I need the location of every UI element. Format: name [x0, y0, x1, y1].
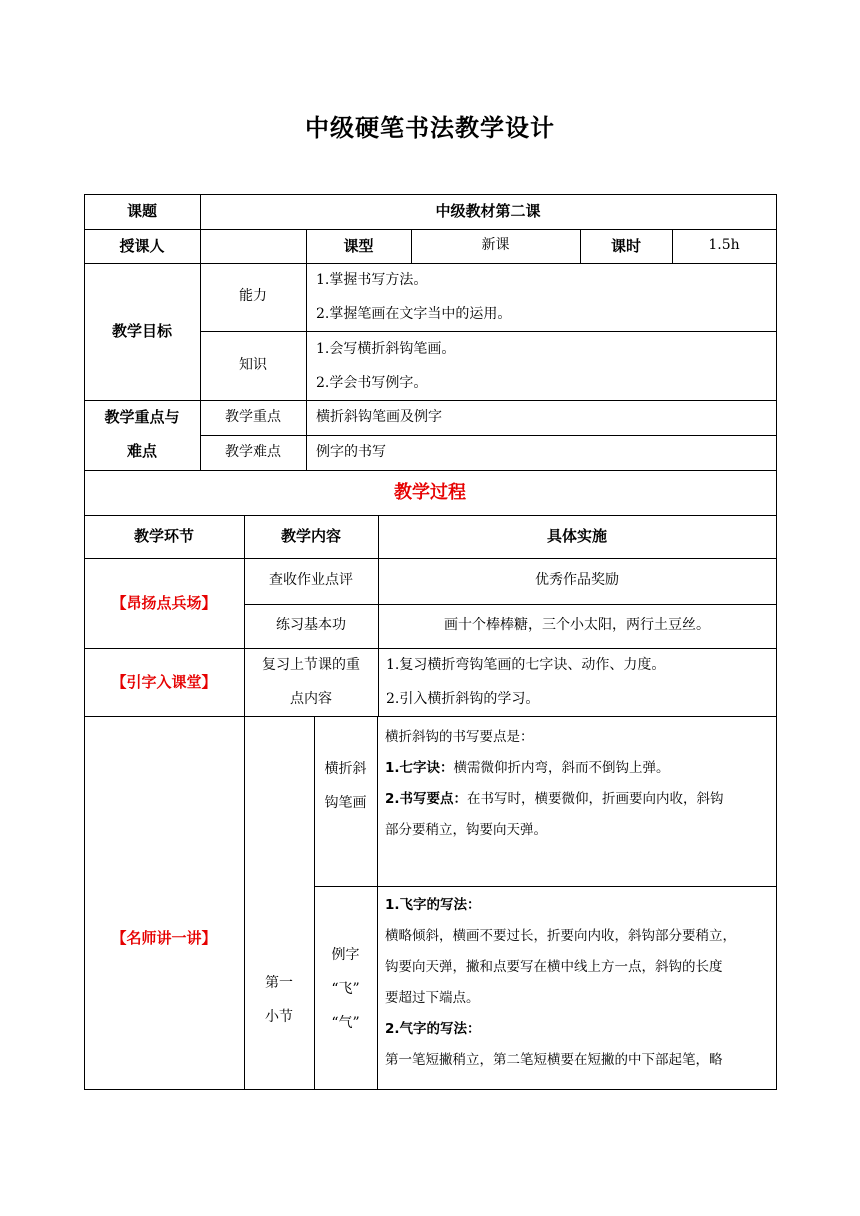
difficulty-value: 例字的书写: [316, 443, 386, 460]
key-points-label: [84, 400, 200, 470]
part1-p2-text: 在书写时，横要微仰，折画要向内收，斜钩: [467, 791, 724, 807]
lesson-hours-label: 课时: [610, 236, 641, 255]
section1-label: 【昂扬点兵场】: [111, 593, 217, 612]
subsection-label-line2: 小节: [265, 1009, 293, 1025]
part2-name-line3: “气”: [331, 1015, 360, 1031]
part1-name-line2: 钩笔画: [324, 795, 367, 811]
knowledge-item: 1.会写横折斜钩笔画。: [316, 341, 456, 357]
section3-label: 【名师讲一讲】: [111, 929, 217, 947]
part1-p2-text-cont: 部分要稍立，钩要向天弹。: [385, 822, 547, 838]
page-title: 中级硬笔书法教学设计: [305, 114, 555, 142]
lesson-type-value: 新课: [481, 237, 510, 254]
header-content: 教学内容: [280, 527, 341, 545]
teacher-label: 授课人: [119, 236, 165, 255]
section2-impl: [378, 648, 776, 716]
part2-h2: 2.气字的写法：: [385, 1021, 481, 1037]
part1-p1-heading: 1.七字诀：: [385, 760, 454, 776]
section2-impl-item: 1.复习横折弯钩笔画的七字诀、动作、力度。: [386, 657, 666, 673]
section2-content-line2: 点内容: [290, 691, 332, 707]
knowledge-items: [306, 332, 776, 400]
ability-items: [306, 263, 776, 331]
part2-name-line1: 例字: [331, 947, 360, 963]
header-stage: 教学环节: [133, 527, 194, 545]
ability-label: 能力: [239, 288, 267, 305]
section2-label: 【引字入课堂】: [111, 672, 217, 691]
part1-name-line1: 横折斜: [324, 761, 367, 777]
teacher-value: [200, 229, 306, 263]
part1-intro: 横折斜钩的书写要点是：: [385, 729, 534, 745]
part1-p2-heading: 2.书写要点：: [385, 791, 468, 807]
part2-h2-line: 第一笔短撇稍立，第二笔短横要在短撇的中下部起笔，略: [385, 1052, 723, 1068]
part2-name: [314, 938, 377, 1040]
part2-h1-line: 横略倾斜，横画不要过长，折要向内收，斜钩部分要稍立，: [385, 928, 736, 944]
topic-value: 中级教材第二课: [435, 202, 541, 220]
focus-label: 教学重点: [225, 408, 281, 425]
lesson-hours-value: 1.5h: [708, 237, 740, 254]
knowledge-item: 2.学会书写例字。: [316, 375, 428, 391]
ability-item: 1.掌握书写方法。: [316, 272, 428, 288]
section2-content: [244, 648, 378, 716]
ability-item: 2.掌握笔画在文字当中的运用。: [316, 306, 512, 322]
part1-p1-text: 横需微仰折内弯，斜而不倒钩上弹。: [453, 760, 670, 776]
subsection-label-line1: 第一: [265, 975, 293, 991]
header-implementation: 具体实施: [546, 527, 607, 545]
part1-name: [314, 752, 377, 820]
key-points-label-line2: 难点: [126, 442, 157, 460]
part2-h1-line: 钩要向天弹，撇和点要写在横中线上方一点，斜钩的长度: [385, 959, 723, 975]
process-title: 教学过程: [394, 481, 466, 503]
part2-h1-line: 要超过下端点。: [385, 990, 480, 1006]
part2-text: [385, 890, 773, 1076]
key-points-label-line1: 教学重点与: [104, 408, 180, 426]
section1-content-1: 查收作业点评: [269, 572, 353, 589]
focus-value: 横折斜钩笔画及例字: [316, 408, 442, 425]
difficulty-label: 教学难点: [225, 443, 281, 460]
section2-impl-item: 2.引入横折斜钩的学习。: [386, 691, 540, 707]
part1-text: [385, 722, 770, 846]
knowledge-label: 知识: [239, 356, 267, 373]
part2-h1: 1.飞字的写法：: [385, 897, 481, 913]
part2-name-line2: “飞”: [331, 981, 360, 997]
subsection-label: [244, 966, 314, 1038]
section1-content-2: 练习基本功: [276, 617, 346, 634]
section1-impl-1: 优秀作品奖励: [535, 572, 619, 589]
section1-impl-2: 画十个棒棒糖，三个小太阳，两行土豆丝。: [444, 617, 710, 634]
objectives-label: 教学目标: [111, 322, 172, 340]
section2-content-line1: 复习上节课的重: [262, 657, 360, 673]
lesson-type-label: 课型: [343, 236, 374, 255]
topic-label: 课题: [126, 202, 157, 220]
